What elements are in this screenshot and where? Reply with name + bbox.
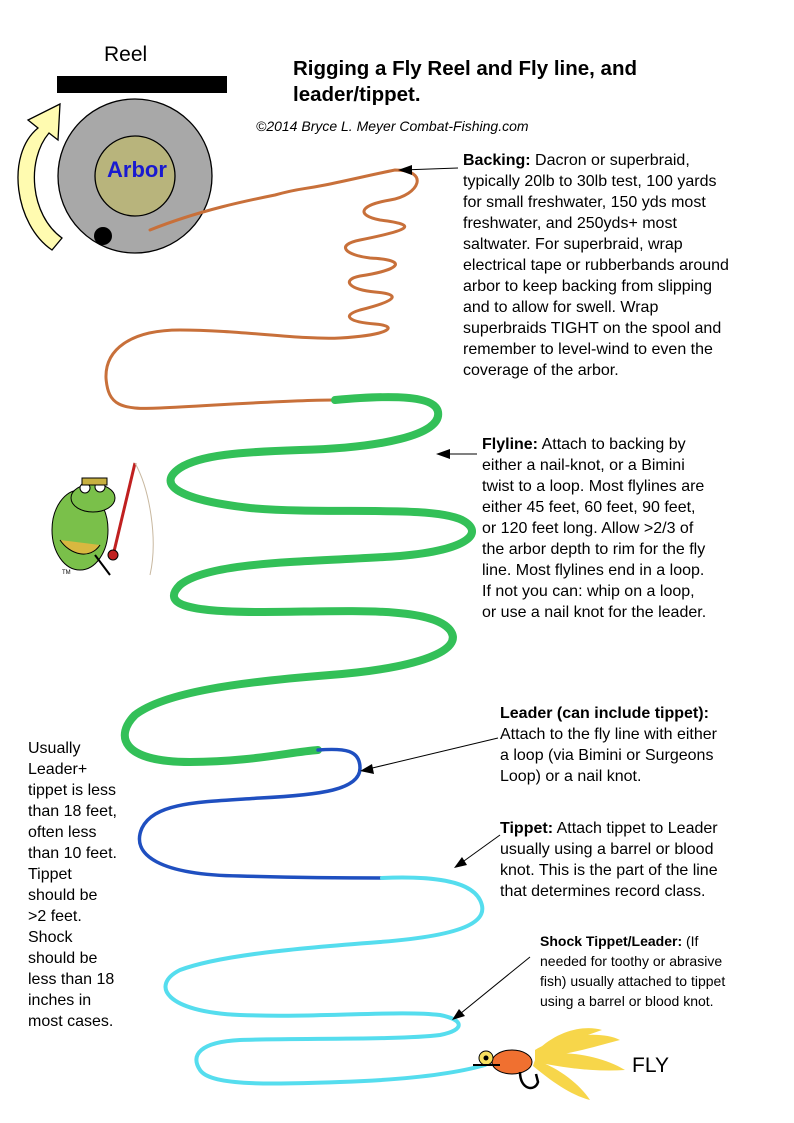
shock-description [540,931,735,1011]
shock-text: (If needed for toothy or abrasive fish) usually attached to tippet using a barrel or blood knot. [540,933,726,1009]
svg-text:TM: TM [62,570,71,576]
reel-label: Reel [104,43,148,66]
rotation-arrow [18,104,62,250]
copyright: ©2014 Bryce L. Meyer Combat-Fishing.com [256,118,529,134]
length-note: Usually Leader+ tippet is less than 18 feet, often less than 10 feet. Tippet should be >2 feet. Shock should be less than 18 inches in most cases. [28,740,117,1030]
flyline-arrow [436,449,477,459]
reel-handle [94,227,112,245]
leader-text: Attach to the fly line with either a loop (via Bimini or Surgeons Loop) or a nail knot. [500,726,717,785]
leader-heading: Leader (can include tippet): [500,705,709,722]
backing-description [463,150,731,381]
backing-heading: Backing: [463,152,531,169]
tippet-heading: Tippet: [500,820,554,837]
reel-bar [57,76,227,93]
fly-label: FLY [632,1054,669,1077]
flyline-description [482,434,712,623]
fly-lure [473,1028,625,1100]
flyline [125,397,472,762]
leader-arrow [360,738,498,774]
leader-description [500,703,730,787]
page-title: Rigging a Fly Reel and Fly line, and leader/tippet. [293,57,637,106]
flyline-text: Attach to backing by either a nail-knot, or a Bimini twist to a loop. Most flylines are either 45 feet, 60 feet, 90 feet, or 120 feet long. Allow >2/3 of the arbor depth to rim for the fly line. Most flylines end in a loop. If not you can: whip on a loop, or use a nail knot for the leader. [482,436,707,621]
shock-arrow [452,957,530,1020]
tippet-text: Attach tippet to Leader usually using a barrel or blood knot. This is the part of the line that determines record class. [500,820,718,900]
backing-text: Dacron or superbraid, typically 20lb to 30lb test, 100 yards for small freshwater, 150 yds most freshwater, and 250yds+ most saltwater. For superbraid, wrap electrical tape or rubberbands around arbor to keep backing from slipping and to allow for swell. Wrap superbraids TIGHT on the spool and remember to level-wind to even the coverage of the arbor. [463,152,729,379]
leader-line [139,749,382,878]
frog-mascot-icon [52,463,153,576]
tippet-line [166,878,485,1084]
tippet-description [500,818,725,902]
shock-heading: Shock Tippet/Leader: [540,933,683,949]
tippet-arrow [454,835,500,868]
backing-arrow [398,165,458,175]
flyline-heading: Flyline: [482,436,539,453]
arbor-label: Arbor [107,157,167,182]
